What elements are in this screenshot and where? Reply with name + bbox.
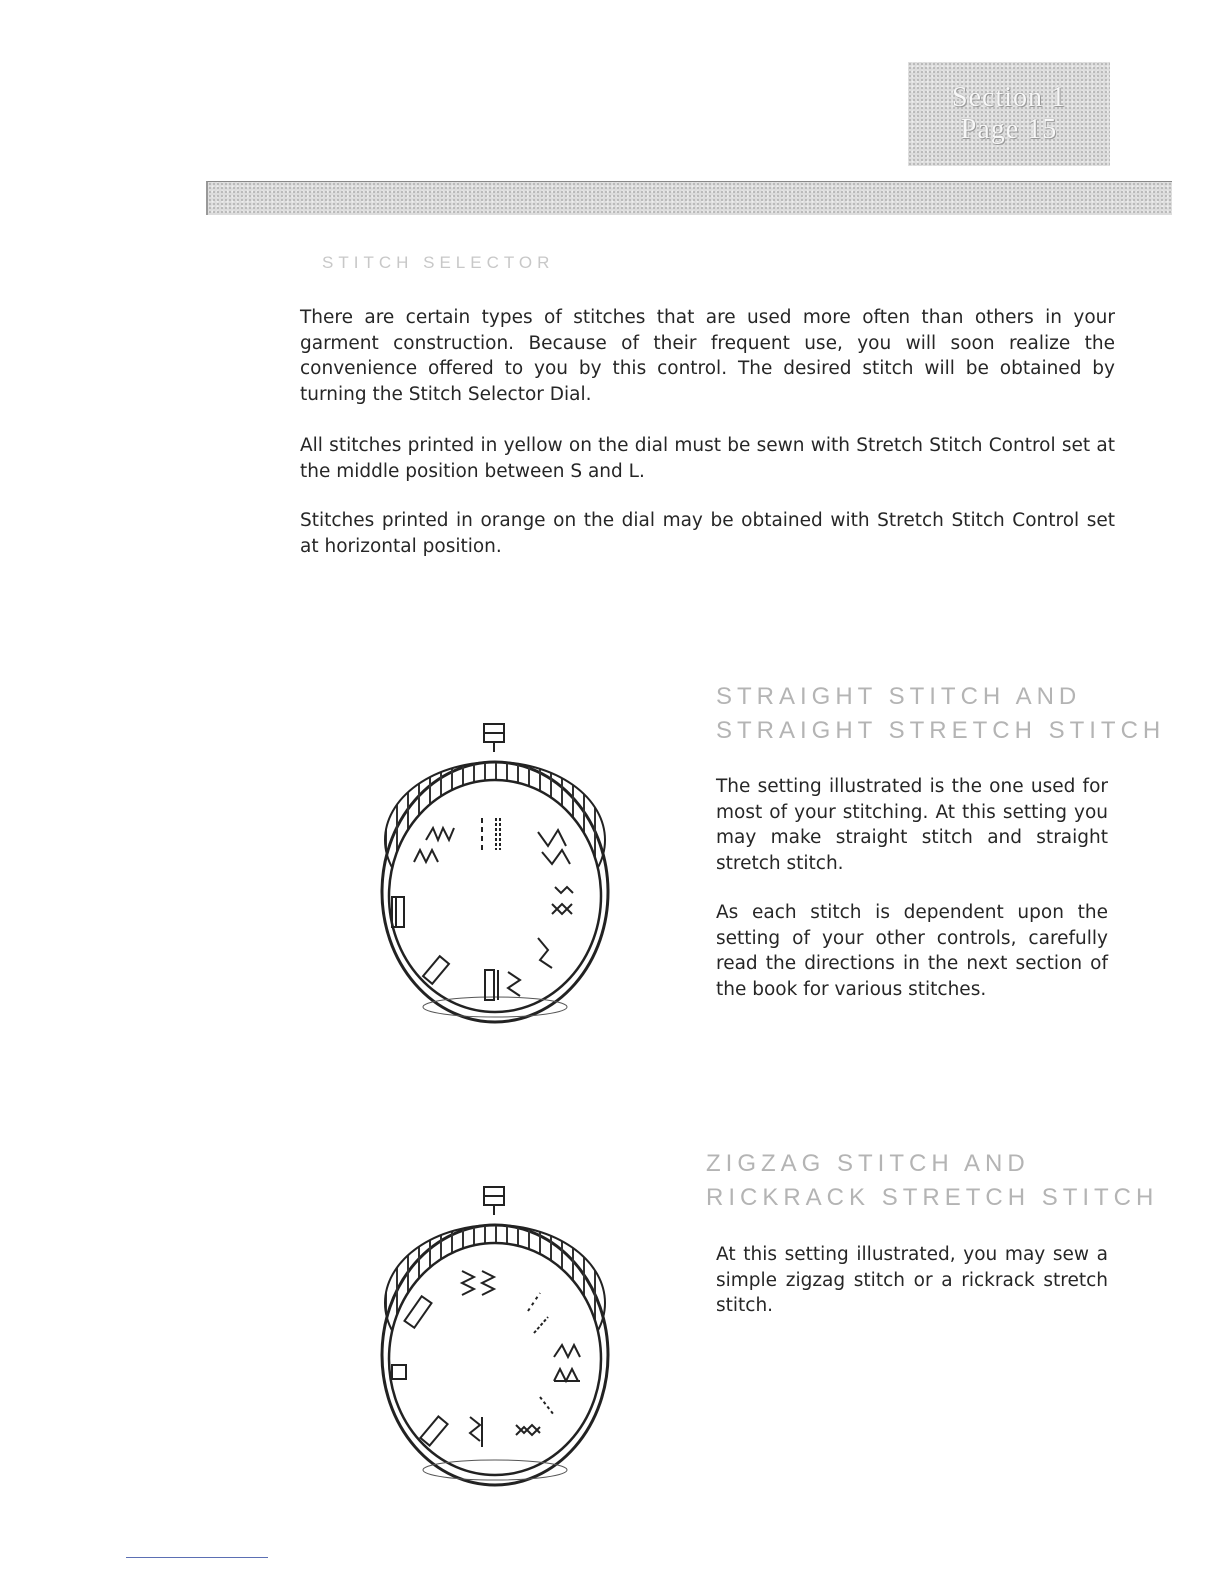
header-rule-band [206,181,1172,215]
stitch-selector-dial-icon [370,1185,620,1487]
intro-paragraph-2: All stitches printed in yellow on the dial must be sewn with Stretch Stitch Control set at the middle position between S and L. [300,435,1115,482]
straight-stitch-title: STRAIGHT STITCH AND STRAIGHT STRETCH STITCH [716,683,1166,744]
stitch-selector-dial-icon [370,722,620,1024]
intro-paragraph-3: Stitches printed in orange on the dial may be obtained with Stretch Stitch Control set at horizontal position. [300,510,1115,557]
stitch-selector-dial-zigzag [370,1185,620,1487]
page-label: Page 15 [960,114,1058,145]
straight-paragraph-2: As each stitch is dependent upon the setting of your other controls, carefully read the directions in the next section of the book for various stitches. [716,902,1108,1000]
straight-paragraph-1: The setting illustrated is the one used for most of your stitching. At this setting you may make straight stitch and straight stretch stitch. [716,776,1108,874]
zigzag-paragraph-1: At this setting illustrated, you may sew a simple zigzag stitch or a rickrack stretch stitch. [716,1244,1108,1316]
intro-paragraph-1: There are certain types of stitches that are used more often than others in your garment construction. Because of their frequent use, you will soon realize the convenience offered to you by this control. The desired stitch will be obtained by turning the Stitch Selector Dial. [300,307,1115,405]
section-label: Section 1 [952,82,1066,113]
footer-rule [126,1557,268,1558]
intro-title: STITCH SELECTOR [322,253,555,272]
stitch-selector-dial-straight [370,722,620,1024]
zigzag-stitch-title: ZIGZAG STITCH AND RICKRACK STRETCH STITCH [706,1150,1159,1211]
section-page-box [908,62,1110,166]
